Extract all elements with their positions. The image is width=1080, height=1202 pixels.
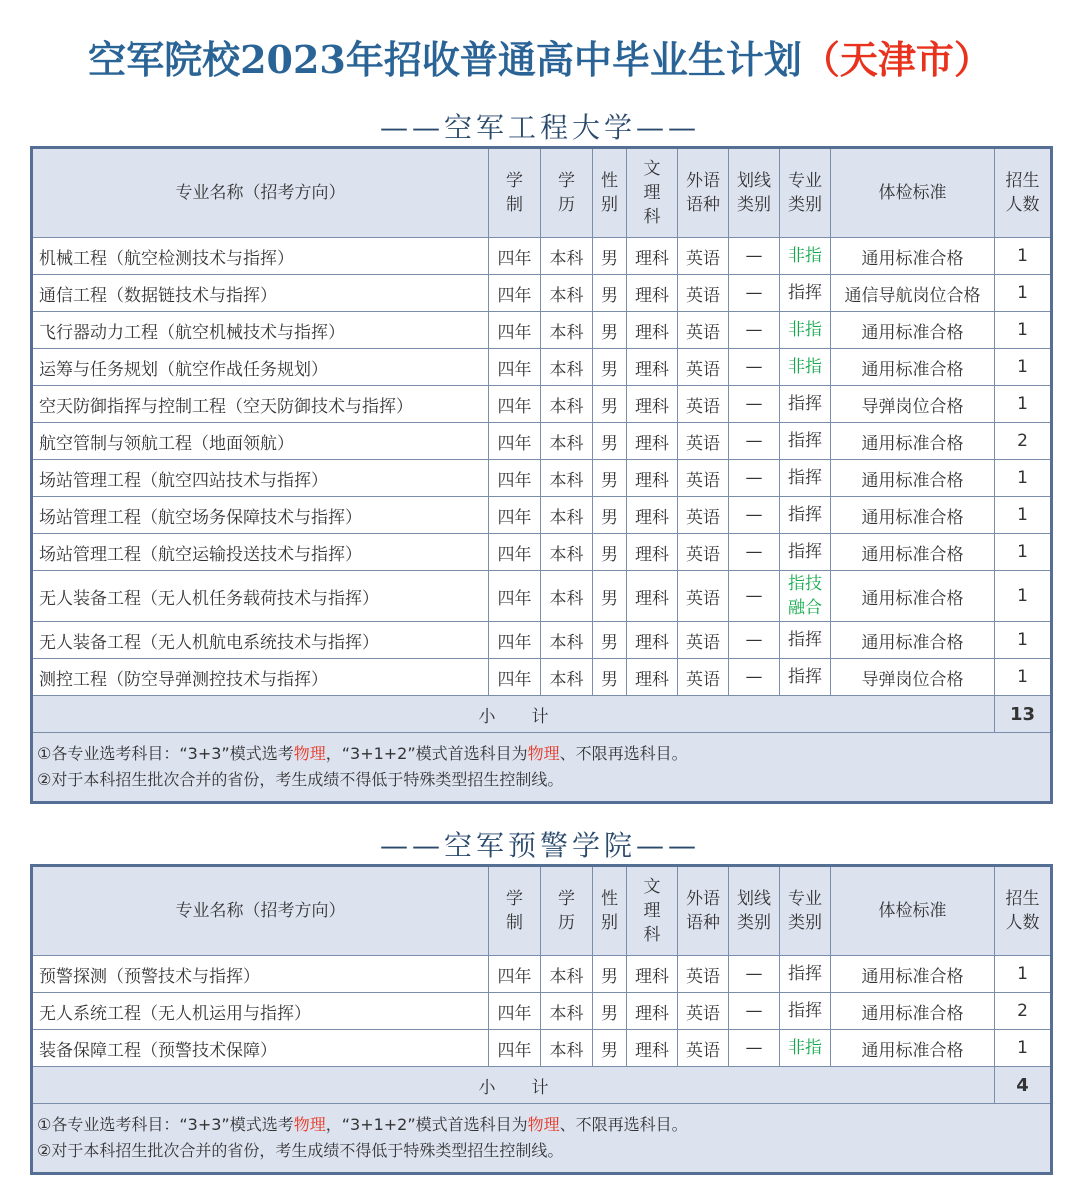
cell-category: 指挥 (780, 956, 831, 993)
cell-track: 理科 (627, 622, 678, 659)
cell-physical: 通用标准合格 (831, 993, 995, 1030)
cell-duration: 四年 (489, 993, 541, 1030)
cell-track: 理科 (627, 349, 678, 386)
cell-count: 1 (995, 386, 1052, 423)
cell-physical: 通用标准合格 (831, 622, 995, 659)
header-row (32, 148, 1052, 238)
cell-category: 指挥 (780, 460, 831, 497)
header-degree: 学 历 (541, 866, 593, 956)
cell-count: 1 (995, 659, 1052, 696)
header-gender: 性 别 (593, 148, 627, 238)
cell-degree: 本科 (541, 349, 593, 386)
cell-degree: 本科 (541, 386, 593, 423)
subtotal-row (32, 1067, 1052, 1104)
note-highlight: 物理 (527, 744, 560, 763)
cell-track: 理科 (627, 993, 678, 1030)
cell-name: 装备保障工程（预警技术保障） (32, 1030, 489, 1067)
cell-language: 英语 (678, 622, 729, 659)
cell-duration: 四年 (489, 349, 541, 386)
notes-row (32, 733, 1052, 803)
cell-name: 无人装备工程（无人机任务载荷技术与指挥） (32, 571, 489, 622)
cell-gender: 男 (593, 956, 627, 993)
cell-degree: 本科 (541, 460, 593, 497)
cell-count: 1 (995, 497, 1052, 534)
cell-duration: 四年 (489, 423, 541, 460)
cell-name: 运筹与任务规划（航空作战任务规划） (32, 349, 489, 386)
note-text: ②对于本科招生批次合并的省份，考生成绩不得低于特殊类型招生控制线。 (37, 770, 564, 789)
cell-name: 机械工程（航空检测技术与指挥） (32, 238, 489, 275)
cell-duration: 四年 (489, 275, 541, 312)
table-row (32, 534, 1052, 571)
page-title (0, 30, 1080, 90)
cell-line: — (729, 312, 780, 349)
cell-gender: 男 (593, 497, 627, 534)
cell-gender: 男 (593, 312, 627, 349)
cell-degree: 本科 (541, 571, 593, 622)
cell-degree: 本科 (541, 238, 593, 275)
cell-count: 1 (995, 275, 1052, 312)
plan-table (30, 146, 1053, 804)
cell-category: 指挥 (780, 275, 831, 312)
cell-gender: 男 (593, 622, 627, 659)
cell-count: 1 (995, 460, 1052, 497)
header-language: 外语 语种 (678, 866, 729, 956)
cell-category: 指挥 (780, 497, 831, 534)
note-text: ①各专业选考科目：“3+3”模式选考 (37, 1115, 294, 1134)
cell-physical: 通用标准合格 (831, 1030, 995, 1067)
cell-duration: 四年 (489, 956, 541, 993)
cell-gender: 男 (593, 238, 627, 275)
cell-degree: 本科 (541, 956, 593, 993)
cell-line: — (729, 275, 780, 312)
cell-line: — (729, 993, 780, 1030)
cell-name: 场站管理工程（航空场务保障技术与指挥） (32, 497, 489, 534)
cell-count: 1 (995, 1030, 1052, 1067)
cell-line: — (729, 571, 780, 622)
table-row (32, 238, 1052, 275)
note-text: 、不限再选科目。 (559, 1115, 688, 1134)
notes-cell (32, 1104, 1052, 1174)
note-text: 、不限再选科目。 (559, 744, 688, 763)
cell-count: 1 (995, 312, 1052, 349)
cell-language: 英语 (678, 349, 729, 386)
cell-degree: 本科 (541, 1030, 593, 1067)
subtotal-row (32, 696, 1052, 733)
table-row (32, 571, 1052, 622)
header-line: 划线 类别 (729, 866, 780, 956)
cell-line: — (729, 349, 780, 386)
note-line (37, 741, 1046, 767)
cell-category: 指挥 (780, 386, 831, 423)
cell-duration: 四年 (489, 534, 541, 571)
cell-physical: 通用标准合格 (831, 571, 995, 622)
cell-track: 理科 (627, 1030, 678, 1067)
cell-count: 1 (995, 571, 1052, 622)
cell-duration: 四年 (489, 497, 541, 534)
cell-language: 英语 (678, 993, 729, 1030)
cell-count: 2 (995, 423, 1052, 460)
cell-gender: 男 (593, 423, 627, 460)
cell-language: 英语 (678, 956, 729, 993)
cell-category: 指挥 (780, 622, 831, 659)
cell-gender: 男 (593, 534, 627, 571)
cell-language: 英语 (678, 571, 729, 622)
cell-duration: 四年 (489, 571, 541, 622)
cell-track: 理科 (627, 238, 678, 275)
table-row (32, 349, 1052, 386)
header-physical: 体检标准 (831, 866, 995, 956)
cell-gender: 男 (593, 386, 627, 423)
header-track: 文 理 科 (627, 148, 678, 238)
cell-name: 预警探测（预警技术与指挥） (32, 956, 489, 993)
cell-degree: 本科 (541, 275, 593, 312)
cell-language: 英语 (678, 659, 729, 696)
cell-gender: 男 (593, 349, 627, 386)
cell-line: — (729, 497, 780, 534)
note-text: ②对于本科招生批次合并的省份，考生成绩不得低于特殊类型招生控制线。 (37, 1141, 564, 1160)
header-degree: 学 历 (541, 148, 593, 238)
cell-track: 理科 (627, 460, 678, 497)
table-row (32, 275, 1052, 312)
cell-name: 航空管制与领航工程（地面领航） (32, 423, 489, 460)
cell-degree: 本科 (541, 312, 593, 349)
cell-line: — (729, 659, 780, 696)
cell-degree: 本科 (541, 497, 593, 534)
note-text: ①各专业选考科目：“3+3”模式选考 (37, 744, 294, 763)
cell-physical: 通用标准合格 (831, 497, 995, 534)
subtotal-value: 13 (995, 696, 1052, 733)
table-row (32, 622, 1052, 659)
cell-count: 1 (995, 349, 1052, 386)
cell-track: 理科 (627, 534, 678, 571)
cell-line: — (729, 956, 780, 993)
cell-language: 英语 (678, 460, 729, 497)
cell-name: 飞行器动力工程（航空机械技术与指挥） (32, 312, 489, 349)
subtotal-value: 4 (995, 1067, 1052, 1104)
table-row (32, 423, 1052, 460)
title-city: （天津市） (801, 37, 992, 82)
cell-line: — (729, 423, 780, 460)
header-duration: 学 制 (489, 866, 541, 956)
table-row (32, 386, 1052, 423)
header-category: 专业 类别 (780, 866, 831, 956)
cell-line: — (729, 460, 780, 497)
cell-track: 理科 (627, 659, 678, 696)
cell-language: 英语 (678, 386, 729, 423)
header-category: 专业 类别 (780, 148, 831, 238)
cell-physical: 通用标准合格 (831, 349, 995, 386)
cell-duration: 四年 (489, 312, 541, 349)
cell-track: 理科 (627, 312, 678, 349)
cell-count: 1 (995, 956, 1052, 993)
header-row (32, 866, 1052, 956)
cell-duration: 四年 (489, 659, 541, 696)
cell-line: — (729, 622, 780, 659)
subtotal-label: 小计 (32, 696, 995, 733)
notes-cell (32, 733, 1052, 803)
table-container-2 (30, 864, 1050, 1175)
table-container-1 (30, 146, 1050, 804)
cell-count: 1 (995, 622, 1052, 659)
cell-gender: 男 (593, 993, 627, 1030)
cell-track: 理科 (627, 423, 678, 460)
cell-track: 理科 (627, 497, 678, 534)
cell-degree: 本科 (541, 423, 593, 460)
cell-duration: 四年 (489, 622, 541, 659)
note-highlight: 物理 (293, 1115, 326, 1134)
cell-duration: 四年 (489, 386, 541, 423)
table-row (32, 956, 1052, 993)
cell-line: — (729, 1030, 780, 1067)
note-highlight: 物理 (293, 744, 326, 763)
cell-physical: 导弹岗位合格 (831, 659, 995, 696)
table-row (32, 993, 1052, 1030)
cell-gender: 男 (593, 1030, 627, 1067)
header-name: 专业名称（招考方向） (32, 866, 489, 956)
cell-duration: 四年 (489, 1030, 541, 1067)
plan-table (30, 864, 1053, 1175)
header-gender: 性 别 (593, 866, 627, 956)
cell-category: 非指 (780, 312, 831, 349)
cell-physical: 通用标准合格 (831, 534, 995, 571)
note-text: ，“3+1+2”模式首选科目为 (325, 744, 528, 763)
cell-language: 英语 (678, 1030, 729, 1067)
cell-language: 英语 (678, 238, 729, 275)
cell-language: 英语 (678, 275, 729, 312)
title-main: 空军院校2023年招收普通高中毕业生计划 (88, 37, 802, 82)
cell-physical: 通用标准合格 (831, 956, 995, 993)
cell-degree: 本科 (541, 622, 593, 659)
cell-track: 理科 (627, 275, 678, 312)
subtotal-label: 小计 (32, 1067, 995, 1104)
header-track: 文 理 科 (627, 866, 678, 956)
cell-name: 无人装备工程（无人机航电系统技术与指挥） (32, 622, 489, 659)
header-duration: 学 制 (489, 148, 541, 238)
cell-name: 场站管理工程（航空四站技术与指挥） (32, 460, 489, 497)
cell-language: 英语 (678, 534, 729, 571)
table-row (32, 312, 1052, 349)
table-row (32, 1030, 1052, 1067)
cell-gender: 男 (593, 659, 627, 696)
cell-category: 指挥 (780, 534, 831, 571)
cell-name: 空天防御指挥与控制工程（空天防御技术与指挥） (32, 386, 489, 423)
cell-count: 1 (995, 534, 1052, 571)
cell-gender: 男 (593, 571, 627, 622)
cell-category: 非指 (780, 1030, 831, 1067)
cell-name: 测控工程（防空导弹测控技术与指挥） (32, 659, 489, 696)
cell-language: 英语 (678, 497, 729, 534)
section-title-2: ——空军预警学院—— (379, 829, 700, 862)
note-line (37, 767, 1046, 793)
header-count: 招生 人数 (995, 866, 1052, 956)
cell-name: 无人系统工程（无人机运用与指挥） (32, 993, 489, 1030)
cell-count: 2 (995, 993, 1052, 1030)
cell-count: 1 (995, 238, 1052, 275)
header-physical: 体检标准 (831, 148, 995, 238)
note-text: ，“3+1+2”模式首选科目为 (325, 1115, 528, 1134)
cell-category: 指挥 (780, 993, 831, 1030)
cell-track: 理科 (627, 956, 678, 993)
cell-physical: 通用标准合格 (831, 460, 995, 497)
cell-track: 理科 (627, 571, 678, 622)
table-row (32, 659, 1052, 696)
cell-physical: 通用标准合格 (831, 423, 995, 460)
cell-name: 通信工程（数据链技术与指挥） (32, 275, 489, 312)
cell-line: — (729, 534, 780, 571)
cell-gender: 男 (593, 275, 627, 312)
cell-name: 场站管理工程（航空运输投送技术与指挥） (32, 534, 489, 571)
cell-duration: 四年 (489, 238, 541, 275)
cell-category: 指技 融合 (780, 571, 831, 622)
cell-category: 指挥 (780, 659, 831, 696)
cell-gender: 男 (593, 460, 627, 497)
cell-degree: 本科 (541, 534, 593, 571)
cell-track: 理科 (627, 386, 678, 423)
cell-degree: 本科 (541, 993, 593, 1030)
cell-degree: 本科 (541, 659, 593, 696)
note-line (37, 1112, 1046, 1138)
table-row (32, 460, 1052, 497)
cell-physical: 通用标准合格 (831, 312, 995, 349)
note-line (37, 1138, 1046, 1164)
cell-physical: 通用标准合格 (831, 238, 995, 275)
cell-line: — (729, 238, 780, 275)
cell-language: 英语 (678, 423, 729, 460)
cell-category: 指挥 (780, 423, 831, 460)
note-highlight: 物理 (527, 1115, 560, 1134)
cell-line: — (729, 386, 780, 423)
cell-physical: 导弹岗位合格 (831, 386, 995, 423)
cell-category: 非指 (780, 238, 831, 275)
notes-row (32, 1104, 1052, 1174)
cell-duration: 四年 (489, 460, 541, 497)
cell-physical: 通信导航岗位合格 (831, 275, 995, 312)
table-row (32, 497, 1052, 534)
cell-category: 非指 (780, 349, 831, 386)
header-count: 招生 人数 (995, 148, 1052, 238)
header-language: 外语 语种 (678, 148, 729, 238)
section-title-1: ——空军工程大学—— (379, 111, 700, 144)
header-name: 专业名称（招考方向） (32, 148, 489, 238)
header-line: 划线 类别 (729, 148, 780, 238)
cell-language: 英语 (678, 312, 729, 349)
